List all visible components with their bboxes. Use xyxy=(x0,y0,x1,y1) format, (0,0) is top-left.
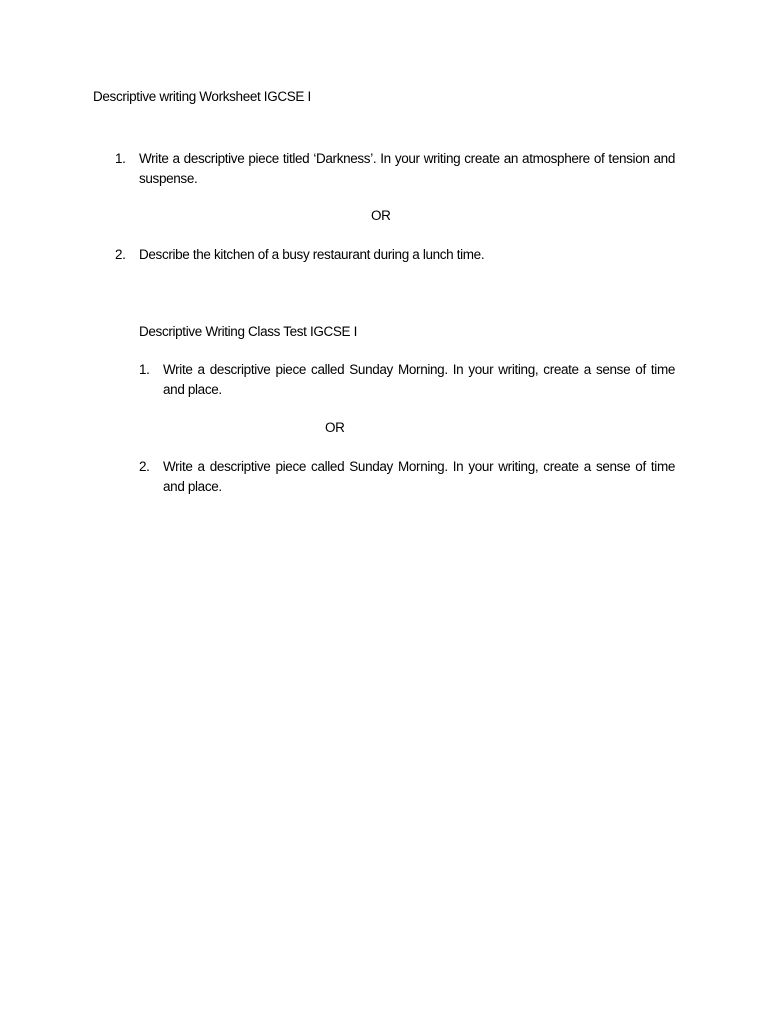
worksheet-item-1-number: 1. xyxy=(115,151,126,166)
worksheet-title: Descriptive writing Worksheet IGCSE I xyxy=(93,89,311,104)
worksheet-item-2-text: Describe the kitchen of a busy restaurant during a lunch time. xyxy=(139,247,485,262)
worksheet-item-2-number: 2. xyxy=(115,247,126,262)
worksheet-or-separator: OR xyxy=(371,208,391,223)
test-item-1-number: 1. xyxy=(139,362,150,377)
worksheet-item-1-text: Write a descriptive piece titled ‘Darkness’. In your writing create an atmosphere of tension and suspense. xyxy=(139,151,675,186)
test-item-2-text: Write a descriptive piece called Sunday Morning. In your writing, create a sense of time and place. xyxy=(163,459,675,494)
test-item-1-text: Write a descriptive piece called Sunday Morning. In your writing, create a sense of time and place. xyxy=(163,362,675,397)
test-item-2-number: 2. xyxy=(139,459,150,474)
test-or-separator: OR xyxy=(325,420,345,435)
class-test-title: Descriptive Writing Class Test IGCSE I xyxy=(139,324,358,339)
